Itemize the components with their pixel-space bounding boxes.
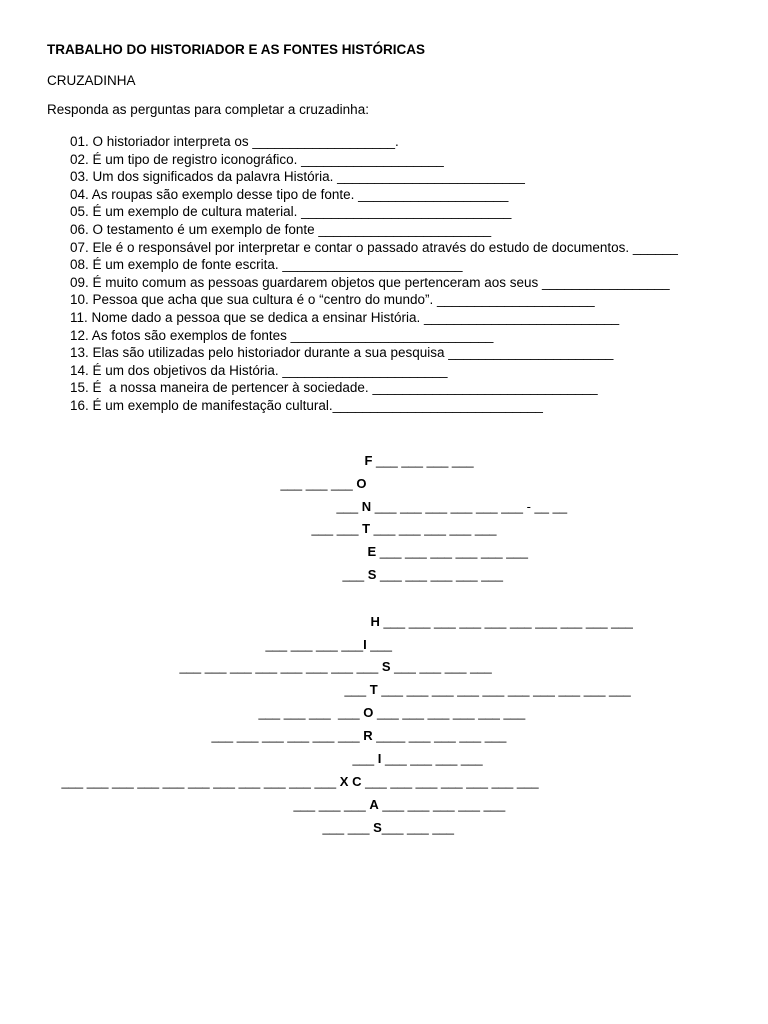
question-item: 08. É um exemplo de fonte escrita. ________________________ [70, 257, 463, 273]
puzzle-row [353, 522, 528, 559]
answer-blanks-before[interactable]: ___ [344, 682, 370, 697]
question-item: 04. As roupas são exemplo desse tipo de fonte. ____________________ [70, 186, 509, 202]
page-title: TRABALHO DO HISTORIADOR E AS FONTES HISTÓRICAS [47, 42, 426, 57]
key-letter: T [362, 521, 371, 536]
answer-blanks-before[interactable]: ___ [352, 751, 378, 766]
key-letter: O [356, 476, 367, 491]
instructions: Responda as perguntas para completar a cruzadinha: [47, 102, 369, 117]
puzzle-row [197, 706, 507, 743]
answer-blanks-after[interactable]: ___ ___ ___ ___ ___ ___ [376, 544, 528, 559]
question-item: 01. O historiador interpreta os ___________________. [70, 134, 399, 149]
key-letter: T [369, 682, 378, 697]
question-item: 12. As fotos são exemplos de fontes ___________________________ [70, 327, 494, 343]
answer-blanks-after[interactable]: ___ ___ ___ ___ ___ [370, 521, 497, 536]
puzzle-row [266, 454, 367, 491]
answer-blanks-before[interactable]: ___ ___ ___ ___ ___ ___ [211, 728, 364, 743]
puzzle-row [350, 431, 474, 468]
answer-blanks-before[interactable]: ___ ___ [311, 521, 363, 536]
answer-blanks-after[interactable]: ___ ___ ___ ___ [390, 659, 492, 674]
answer-blanks-after[interactable]: ___ ___ ___ ___ [381, 751, 483, 766]
question-item: 07. Ele é o responsável por interpretar e contar o passado através do estudo de documentos. ______ [70, 239, 678, 255]
answer-blanks-before[interactable]: ___ [336, 499, 362, 514]
answer-blanks-after[interactable]: ___ ___ ___ ___ ___ ___ ___ ___ ___ ___ [377, 682, 631, 697]
key-letter: R [363, 728, 373, 743]
answer-blanks-after[interactable]: ___ [366, 637, 392, 652]
answer-blanks-before[interactable]: ___ ___ ___ ___ ___ ___ ___ ___ [179, 659, 382, 674]
puzzle-row [308, 798, 455, 835]
key-letter: E [367, 544, 377, 559]
answer-blanks-after[interactable]: ___ ___ ___ ___ ___ ___ [373, 705, 526, 720]
question-item: 03. Um dos significados da palavra História. _________________________ [70, 169, 525, 185]
answer-blanks-before[interactable]: ___ [342, 567, 368, 582]
question-item: 10. Pessoa que acha que sua cultura é o “centro do mundo”. _____________________ [70, 292, 595, 308]
puzzle-row [356, 592, 633, 629]
answer-blanks-after[interactable]: ___ ___ ___ ___ ___ [376, 567, 503, 582]
key-letter: I [377, 751, 382, 766]
key-letter: S [373, 820, 382, 835]
question-item: 05. É um exemplo de cultura material. ____________________________ [70, 204, 512, 220]
answer-blanks-after[interactable]: ____ ___ ___ ___ ___ [372, 728, 507, 743]
puzzle-row [338, 729, 483, 766]
answer-blanks-after[interactable]: ___ ___ ___ ___ ___ ___ ___ ___ ___ ___ [379, 614, 633, 629]
subtitle: CRUZADINHA [47, 73, 136, 88]
answer-blanks-before[interactable]: ___ ___ ___ [280, 476, 357, 491]
puzzle-row [322, 477, 568, 514]
question-item: 14. É um dos objetivos da História. ______________________ [70, 362, 448, 378]
answer-blanks-after[interactable]: ___ ___ ___ ___ [372, 453, 474, 468]
question-item: 09. É muito comum as pessoas guardarem objetos que pertenceram aos seus _________________ [70, 274, 670, 290]
key-letter: S [367, 567, 377, 582]
key-letter: S [381, 659, 391, 674]
key-letter: X C [339, 774, 362, 789]
puzzle-row [251, 615, 392, 652]
question-item: 16. É um exemplo de manifestação cultural.____________________________ [70, 397, 543, 413]
answer-blanks-after[interactable]: ___ ___ ___ ___ ___ ___ ___ [361, 774, 539, 789]
puzzle-row [328, 545, 503, 582]
answer-blanks-after[interactable]: ___ ___ ___ ___ ___ ___ - __ __ [371, 499, 568, 514]
puzzle-row [330, 660, 631, 697]
question-item: 13. Elas são utilizadas pelo historiador durante a sua pesquisa ______________________ [70, 345, 614, 361]
question-item: 11. Nome dado a pessoa que se dedica a ensinar História. __________________________ [70, 309, 620, 325]
question-item: 15. É a nossa maneira de pertencer à sociedade. ______________________________ [70, 380, 598, 396]
puzzle-row [165, 637, 492, 674]
puzzle-row [244, 683, 526, 720]
question-item: 02. É um tipo de registro iconográfico. ___________________ [70, 151, 444, 167]
answer-blanks-after[interactable]: ___ ___ ___ [381, 820, 455, 835]
key-letter: O [363, 705, 374, 720]
answer-blanks-after[interactable]: ___ ___ ___ ___ ___ [378, 797, 506, 812]
answer-blanks-before[interactable]: ___ ___ ___ ___ ___ ___ ___ ___ ___ ___ ___ [61, 774, 340, 789]
answer-blanks-before[interactable]: ___ ___ ___ ___ [258, 705, 364, 720]
puzzle-row [47, 752, 539, 789]
puzzle-row [279, 775, 506, 812]
answer-blanks-before[interactable]: ___ ___ [322, 820, 374, 835]
answer-blanks-before[interactable]: ___ ___ ___ [293, 797, 370, 812]
question-item: 06. O testamento é um exemplo de fonte _______________________ [70, 221, 492, 237]
key-letter: N [361, 499, 372, 514]
key-letter: F [364, 453, 373, 468]
key-letter: I [363, 637, 367, 652]
puzzle-row [297, 499, 497, 536]
key-letter: H [370, 614, 380, 629]
answer-blanks-before[interactable]: ___ ___ ___ ___ [265, 637, 364, 652]
key-letter: A [369, 797, 379, 812]
